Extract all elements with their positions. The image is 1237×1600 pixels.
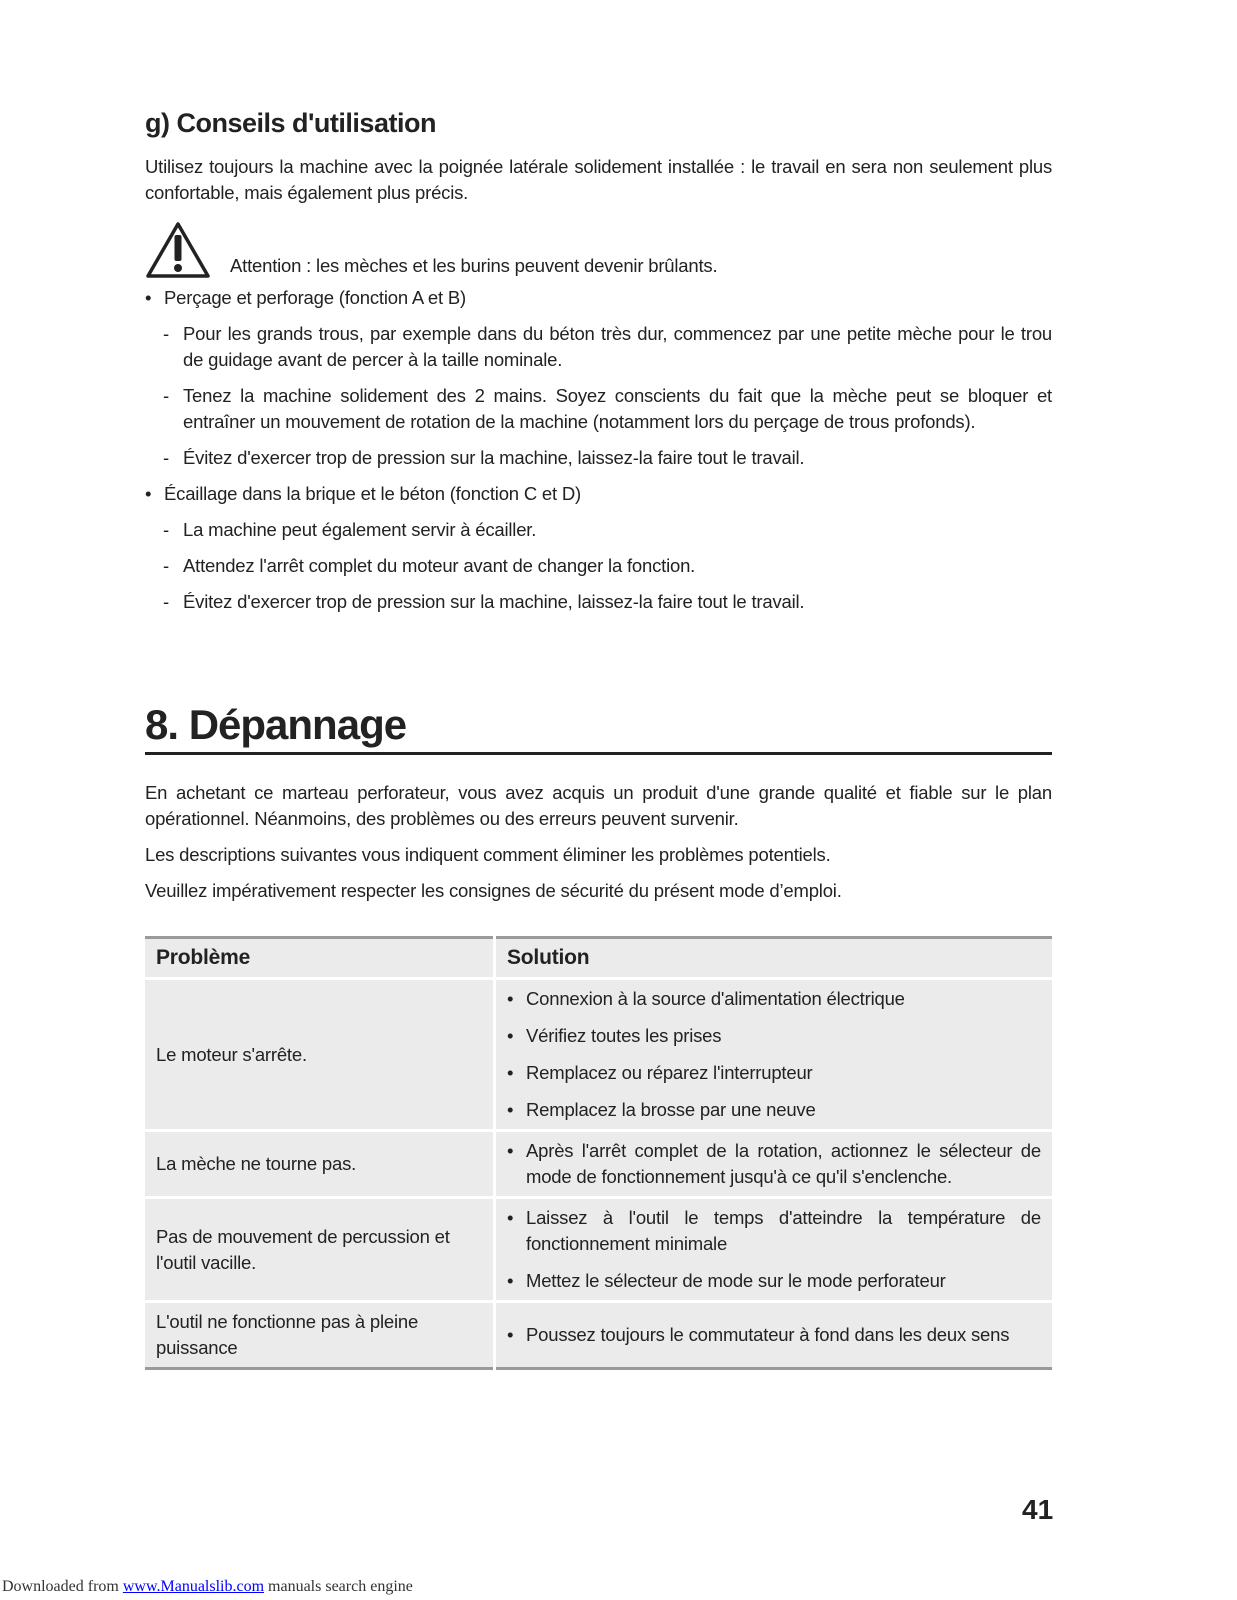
- problem-cell: L'outil ne fonctionne pas à pleine puissance: [145, 1302, 495, 1369]
- solution-item: • Remplacez la brosse par une neuve: [507, 1097, 1041, 1123]
- list-item: - Évitez d'exercer trop de pression sur la machine, laissez-la faire tout le travail.: [163, 591, 805, 612]
- solution-item: • Vérifiez toutes les prises: [507, 1023, 1041, 1049]
- footer-prefix: Downloaded from: [2, 1578, 119, 1595]
- table-row: [145, 1302, 1052, 1369]
- solution-item: • Laissez à l'outil le temps d'atteindre la température de fonctionnement minimale: [507, 1205, 1041, 1257]
- list-item: • Écaillage dans la brique et le béton (fonction C et D): [145, 481, 1052, 507]
- footer-suffix: manuals search engine: [268, 1578, 413, 1595]
- problem-cell: Pas de mouvement de percussion et l'outil vacille.: [145, 1198, 495, 1302]
- intro-paragraph: Utilisez toujours la machine avec la poignée latérale solidement installée : le travail en sera non seulement plus confortable, mais également plus précis.: [145, 156, 1052, 203]
- column-header-problem: Problème: [145, 938, 495, 979]
- solution-item: • Après l'arrêt complet de la rotation, actionnez le sélecteur de mode de fonctionnement jusqu'à ce qu'il s'enclenche.: [507, 1138, 1041, 1190]
- column-header-solution: Solution: [495, 938, 1053, 979]
- solution-cell: [495, 1302, 1053, 1369]
- table-row: [145, 1198, 1052, 1302]
- troubleshooting-table: [145, 936, 1052, 1370]
- troubleshooting-intro: En achetant ce marteau perforateur, vous avez acquis un produit d'une grande qualité et fiable sur le plan opérationnel. Néanmoins, des problèmes ou des erreurs peuvent survenir.: [145, 782, 1052, 829]
- list-item: - La machine peut également servir à écailler.: [163, 519, 537, 540]
- safety-note: Veuillez impérativement respecter les consignes de sécurité du présent mode d’emploi.: [145, 880, 842, 901]
- list-item: - Attendez l'arrêt complet du moteur avant de changer la fonction.: [163, 555, 696, 576]
- solution-cell: [495, 1198, 1053, 1302]
- table-header-row: [145, 938, 1052, 979]
- solution-item: • Mettez le sélecteur de mode sur le mode perforateur: [507, 1268, 1041, 1294]
- list-item: • Perçage et perforage (fonction A et B): [145, 285, 1052, 311]
- list-item: - Tenez la machine solidement des 2 mains. Soyez conscients du fait que la mèche peut se bloquer et entraîner un mouvement de rotation de la machine (notamment lors du perçage de trous profonds).: [163, 385, 1052, 432]
- warning-text: Attention : les mèches et les burins peuvent devenir brûlants.: [230, 255, 718, 276]
- solution-cell: [495, 1131, 1053, 1198]
- solution-item: • Poussez toujours le commutateur à fond dans les deux sens: [507, 1322, 1041, 1348]
- solution-cell: [495, 979, 1053, 1131]
- table-row: [145, 979, 1052, 1131]
- list-item: - Évitez d'exercer trop de pression sur la machine, laissez-la faire tout le travail.: [163, 447, 805, 468]
- download-footer: [2, 1578, 413, 1596]
- table-row: [145, 1131, 1052, 1198]
- warning-triangle-icon: [145, 221, 211, 279]
- chapter-title: 8. Dépannage: [145, 700, 1052, 755]
- solution-item: • Remplacez ou réparez l'interrupteur: [507, 1060, 1041, 1086]
- page-number: 41: [1022, 1494, 1054, 1525]
- problem-cell: Le moteur s'arrête.: [145, 979, 495, 1131]
- tips-list: [145, 285, 1052, 615]
- troubleshooting-note: Les descriptions suivantes vous indiquent comment éliminer les problèmes potentiels.: [145, 844, 831, 865]
- section-title: g) Conseils d'utilisation: [145, 108, 436, 138]
- list-item: - Pour les grands trous, par exemple dans du béton très dur, commencez par une petite mèche pour le trou de guidage avant de percer à la taille nominale.: [163, 323, 1052, 370]
- manualslib-link[interactable]: www.Manualslib.com: [122, 1578, 265, 1595]
- solution-item: • Connexion à la source d'alimentation électrique: [507, 986, 1041, 1012]
- warning-box: [145, 221, 1052, 283]
- problem-cell: La mèche ne tourne pas.: [145, 1131, 495, 1198]
